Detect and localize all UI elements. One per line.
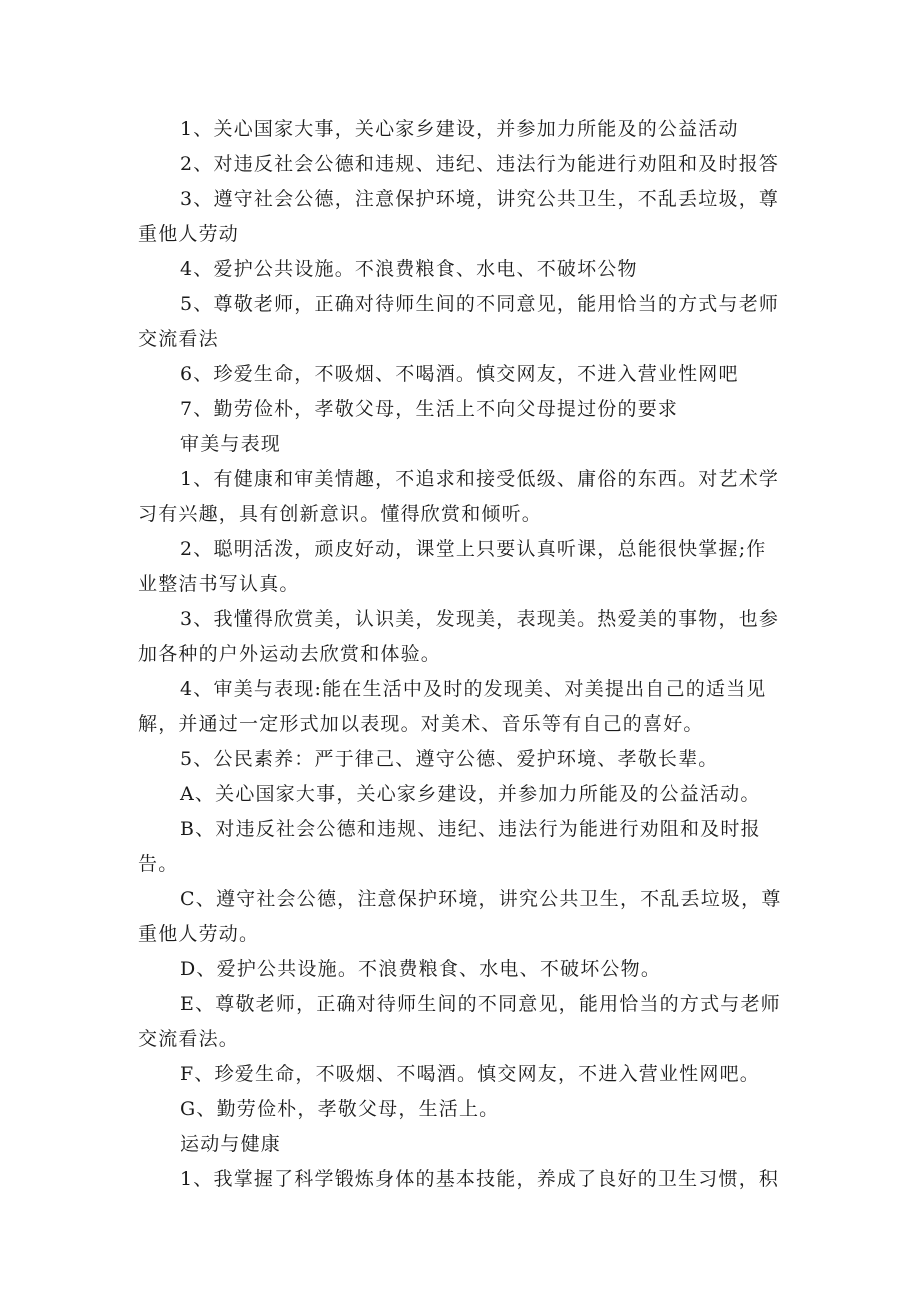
paragraph-item-e: E、尊敬老师，正确对待师生间的不同意见，能用恰当的方式与老师交流看法。	[138, 993, 781, 1050]
paragraph-civic-3: 3、遵守社会公德，注意保护环境，讲究公共卫生，不乱丢垃圾，尊重他人劳动	[138, 188, 780, 245]
section-heading-aesthetics: 审美与表现	[180, 433, 282, 455]
paragraph-civic-5: 5、尊敬老师，正确对待师生间的不同意见，能用恰当的方式与老师交流看法	[138, 293, 780, 350]
paragraph-item-a: A、关心国家大事，关心家乡建设，并参加力所能及的公益活动。	[180, 783, 761, 805]
paragraph-aesthetics-1: 1、有健康和审美情趣，不追求和接受低级、庸俗的东西。对艺术学习有兴趣，具有创新意识。懂得欣赏和倾听。	[138, 468, 780, 525]
paragraph-civic-7: 7、勤劳俭朴，孝敬父母，生活上不向父母提过份的要求	[180, 398, 679, 420]
paragraph-sports-1: 1、我掌握了科学锻炼身体的基本技能，养成了良好的卫生习惯，积	[180, 1168, 780, 1190]
paragraph-civic-4: 4、爱护公共设施。不浪费粮食、水电、不破坏公物	[180, 258, 638, 280]
paragraph-item-d: D、爱护公共设施。不浪费粮食、水电、不破坏公物。	[180, 958, 662, 980]
paragraph-aesthetics-3: 3、我懂得欣赏美，认识美，发现美，表现美。热爱美的事物，也参加各种的户外运动去欣赏和体验。	[138, 608, 780, 665]
section-heading-sports-health: 运动与健康	[180, 1133, 282, 1155]
paragraph-item-g: G、勤劳俭朴，孝敬父母，生活上。	[180, 1098, 500, 1120]
paragraph-civic-1: 1、关心国家大事，关心家乡建设，并参加力所能及的公益活动	[180, 118, 739, 140]
paragraph-aesthetics-5: 5、公民素养：严于律己、遵守公德、爱护环境、孝敬长辈。	[180, 748, 719, 770]
paragraph-item-b: B、对违反社会公德和违规、违纪、违法行为能进行劝阻和及时报告。	[138, 818, 761, 875]
paragraph-aesthetics-4: 4、审美与表现:能在生活中及时的发现美、对美提出自己的适当见解，并通过一定形式加以表现。对美术、音乐等有自己的喜好。	[138, 678, 767, 735]
paragraph-item-c: C、遵守社会公德，注意保护环境，讲究公共卫生，不乱丢垃圾，尊重他人劳动。	[138, 888, 782, 945]
paragraph-civic-6: 6、珍爱生命，不吸烟、不喝酒。慎交网友，不进入营业性网吧	[180, 363, 739, 385]
paragraph-aesthetics-2: 2、聪明活泼，顽皮好动，课堂上只要认真听课，总能很快掌握;作业整洁书写认真。	[138, 538, 767, 595]
document-body	[138, 112, 786, 1197]
paragraph-civic-2: 2、对违反社会公德和违规、违纪、违法行为能进行劝阻和及时报答	[180, 153, 780, 175]
paragraph-item-f: F、珍爱生命，不吸烟、不喝酒。慎交网友，不进入营业性网吧。	[180, 1063, 760, 1085]
